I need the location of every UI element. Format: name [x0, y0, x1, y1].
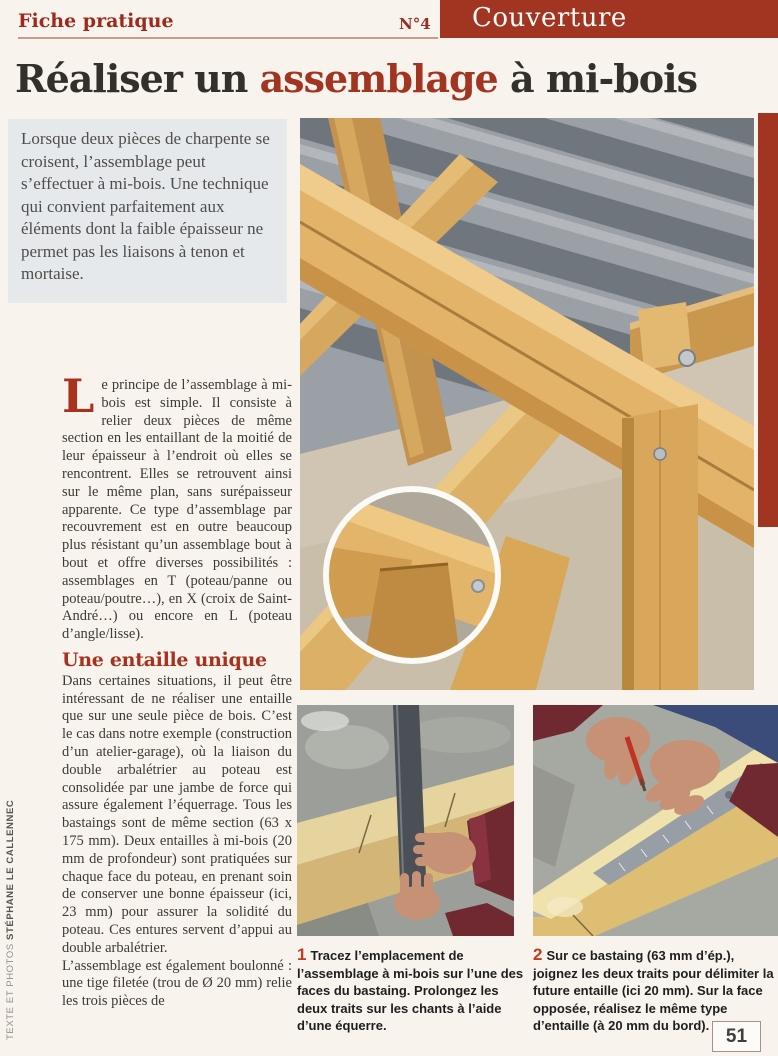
- title-part2: à mi-bois: [497, 56, 697, 101]
- title-accent-word: assemblage: [259, 56, 498, 101]
- red-side-bar: [758, 113, 778, 527]
- credit-prefix: TEXTE ET PHOTOS: [5, 939, 16, 1040]
- page-title: [15, 56, 765, 101]
- kicker-label: Fiche pratique: [18, 10, 174, 32]
- paragraph-1-text: e principe de l’assemblage à mi-bois est simple. Il consiste à relier deux pièces de même section en les entaillant de la moitié de leur épaisseur à l’endroit où elles se rencontrent. Elles se retrouvent ainsi sur le même plan, sans surépaisseur apparente. Ce type d’assemblage par recouvrement est en outre beaucoup plus résistant qu’un assemblage bout à bout et offre diverses possibilités : assemblages en T (poteau/panne ou poteau/poutre…), en X (croix de Saint-André…) ou encore en L (poteau d’angle/lisse).: [62, 377, 292, 643]
- drop-cap: L: [62, 369, 95, 423]
- intro-box: [8, 119, 287, 303]
- issue-number: N°4: [399, 15, 431, 33]
- article-paragraph-1: [62, 369, 292, 644]
- step1-photo: [297, 705, 514, 936]
- kicker-rule: [18, 37, 438, 39]
- step1-caption-text: Tracez l’emplacement de l’assemblage à mi-bois sur l’une des faces du bastaing. Prolongez les deux traits sur les chants à l’aide d’une équerre.: [297, 948, 524, 1033]
- step2-caption-text: Sur ce bastaing (63 mm d’ép.), joignez les deux traits pour délimiter la future entaille (ici 20 mm). Sur la face opposée, réalisez le même type d’entaille (à 20 mm du bord).: [533, 948, 774, 1033]
- photographer-credit: [5, 800, 16, 1040]
- credit-name: STÉPHANE LE CALLENNEC: [5, 799, 16, 940]
- article-paragraph-3: L’assemblage est également boulonné : une tige filetée (trou de Ø 20 mm) relie les trois pièces de: [62, 957, 292, 1010]
- article-body: [62, 369, 292, 1011]
- step2-number: 2: [533, 945, 543, 964]
- section-band: [440, 0, 778, 38]
- main-photo: [300, 118, 754, 690]
- step2-illustration: [533, 705, 778, 936]
- section-label: Couverture: [472, 3, 627, 33]
- step1-number: 1: [297, 945, 307, 964]
- title-part1: Réaliser un: [15, 56, 260, 101]
- step2-photo: [533, 705, 778, 936]
- page-number-box: [712, 1021, 761, 1052]
- step1-caption: [297, 946, 527, 1035]
- article-paragraph-2: Dans certaines situations, il peut être intéressant de ne réaliser une entaille que sur une seule pièce de bois. C’est le cas dans notre exemple (construction d’un atelier-garage), où la liaison du double arbalétrier au poteau est consolidée par une jambe de force qui assure également l’équerrage. Tous les bastaings sont de même section (63 x 175 mm). Deux entailles à mi-bois (20 mm de profondeur) sont pratiquées sur chaque face du poteau, en prenant soin de conserver une bonne épaisseur (ici, 23 mm) pour assurer la solidité du poteau. Ces entures servent d’appui au double arbalétrier.: [62, 672, 292, 956]
- step1-illustration: [297, 705, 514, 936]
- article-subheading: Une entaille unique: [62, 648, 267, 671]
- intro-text: Lorsque deux pièces de charpente se croisent, l’assemblage peut s’effectuer à mi-bois. Une technique qui convient parfaitement aux éléments dont la faible épaisseur ne permet pas les liaisons à tenon et mortaise.: [21, 129, 270, 283]
- page-number: 51: [725, 1025, 748, 1047]
- main-photo-illustration: [300, 118, 754, 690]
